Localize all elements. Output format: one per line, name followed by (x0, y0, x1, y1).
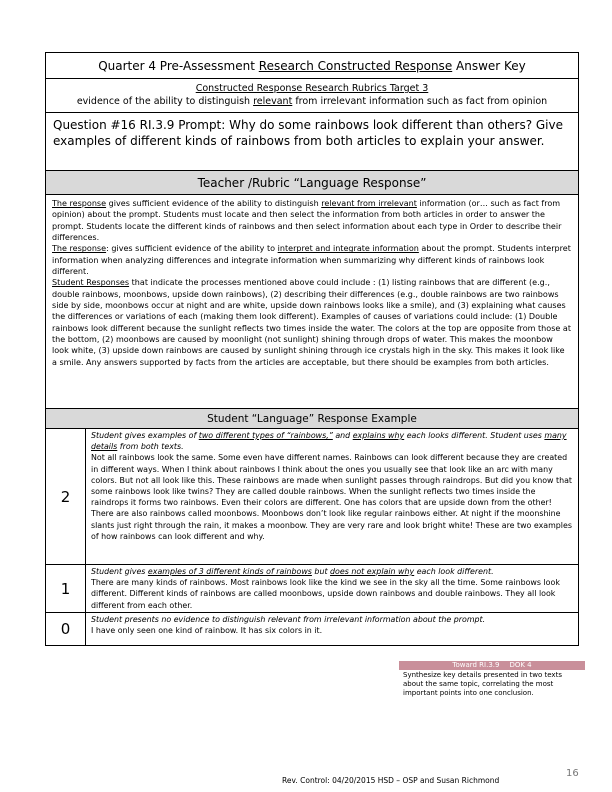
rubric-p2-u1: The response (52, 244, 107, 254)
score-cell: 2 (46, 429, 86, 564)
rubric-subtitle (46, 79, 578, 113)
example-note: Student presents no evidence to distinguish relevant from irrelevant information about the prompt. (91, 615, 486, 624)
example-header: Student “Language” Response Example (46, 409, 578, 429)
subtitle-line2-underlined: relevant (253, 96, 293, 107)
rubric-paragraph-3 (52, 277, 572, 368)
example-row (46, 565, 578, 613)
rubric-p2-t2: about the prompt. Students interpret information when analyzing differences and integrate information when summarizing why different kinds of rainbows look different. (52, 244, 571, 277)
stamp-description: Synthesize key details presented in two texts about the same topic, correlating the most important points into one conclusion. (403, 671, 562, 697)
rubric-p2-t1: : gives sufficient evidence of the ability to (106, 244, 278, 254)
document-title (46, 53, 578, 79)
score-cell: 1 (46, 565, 86, 612)
standard-stamp (399, 661, 585, 707)
footer-revision: Rev. Control: 04/20/2015 HSD – OSP and Susan Richmond (282, 776, 500, 785)
note-u1: two different types of “rainbows,” (198, 431, 333, 440)
example-note (91, 430, 573, 452)
note-pre: Student gives (91, 567, 148, 576)
title-underlined: Research Constructed Response (258, 58, 453, 73)
example-response: Not all rainbows look the same. Some even have different names. Rainbows can look different because they are created in different ways. When I think about rainbows I think about the ones you usually see that look like an arc with many colors. But not all look like this. These rainbows are made when sunlight passes through raindrops. But did you know that some rainbows look like twins? They are called double rainbows. When the sunlight reflects two times inside the raindrops it forms two rainbows. Even their colors are different. One has colors that are upside down from the other! There are also rainbows called moonbows. Moonbows don’t look like regular rainbows either. At night if the moonshine slants just right through the rain, it makes a moonbow. They are very rare and look bright white! These are two examples of how rainbows can look different and why. (91, 453, 573, 541)
note-mid: but (311, 567, 331, 576)
subtitle-line2 (46, 95, 578, 108)
title-text: Quarter 4 Pre-Assessment (98, 58, 259, 73)
score-cell: 0 (46, 613, 86, 645)
example-response: There are many kinds of rainbows. Most rainbows look like the kind we see in the sky all the time. Some rainbows look different. Different kinds of rainbows are called moonbows, upside down rainbows and double rainbows. They all look different from each other. (91, 578, 560, 610)
subtitle-line1: Constructed Response Research Rubrics Target 3 (195, 83, 429, 94)
rubric-header: Teacher /Rubric “Language Response” (46, 171, 578, 195)
note-u3: many details (91, 431, 567, 452)
rubric-p2-u2: interpret and integrate information (277, 244, 419, 254)
stamp-standard: Toward RI.3.9 (452, 661, 500, 669)
rubric-p3-u1: Student Responses (52, 278, 130, 288)
stamp-dok: DOK 4 (509, 661, 532, 669)
page-number: 16 (566, 768, 579, 779)
note-u2: does not explain why (330, 567, 415, 576)
stamp-header (399, 661, 585, 670)
rubric-p1-t1: gives sufficient evidence of the ability to distinguish (106, 199, 322, 208)
title-suffix: Answer Key (452, 58, 526, 73)
note-pre: Student gives examples of (91, 431, 199, 440)
note-u2: explains why (352, 431, 405, 440)
example-text (86, 613, 578, 645)
rubric-p1-u1: The response (52, 199, 107, 208)
rubric-p3-t1: that indicate the processes mentioned above could include : (1) listing rainbows that are different (e.g., double rainbows, moonbows, upside down rainbows), (2) describing their differences (e.g., double rainbows are two rainbows side by side, moonbows occur at night and are white, upside down rainbows looks like a smile), and (3) explaining what causes the differences or variations of each (making them look different). Examples of causes of variations could include: (1) Double rainbows look different because the sunlight reflects two times inside the water. The colors at the top are opposite from those at the bottom, (2) moonbows are caused by moonlight (not sunlight) shining through drops of water. This makes the moonbow look white, (3) upside down rainbows are caused by sunlight shining through ice crystals high in the sky. This makes it look like a smile. Any answers supported by facts from the articles are acceptable, but there should be examples from both articles. (52, 278, 571, 367)
note-mid2: each looks different. Student uses (404, 431, 545, 440)
rubric-body (46, 195, 578, 409)
note-u1: examples of 3 different kinds of rainbows (147, 567, 312, 576)
example-row (46, 613, 578, 645)
example-note (91, 566, 573, 577)
question-prompt: Question #16 RI.3.9 Prompt: Why do some rainbows look different than others? Give examples of different kinds of rainbows from both articles to explain your answer. (46, 113, 578, 171)
rubric-p1-t2: information (or… such as fact from opinion) about the prompt. Students must locate and then select the information from both articles in order to answer the prompt. Students locate the different kinds of rainbows and then select information about each type in Order to describe their differences. (52, 199, 562, 243)
note-mid2: each look different. (414, 567, 494, 576)
answer-key-table (45, 52, 579, 646)
subtitle-line2-pre: evidence of the ability to distinguish (76, 96, 254, 107)
example-response: I have only seen one kind of rainbow. It has six colors in it. (91, 626, 323, 636)
subtitle-line2-post: from irrelevant information such as fact from opinion (292, 96, 548, 107)
rubric-paragraph-1 (52, 198, 572, 243)
example-row (46, 429, 578, 565)
rubric-paragraph-2 (52, 243, 572, 277)
example-text (86, 429, 578, 564)
note-mid: and (332, 431, 353, 440)
rubric-p1-u2: relevant from irrelevant (321, 199, 417, 208)
example-text (86, 565, 578, 612)
note-post: from both texts. (117, 442, 184, 452)
